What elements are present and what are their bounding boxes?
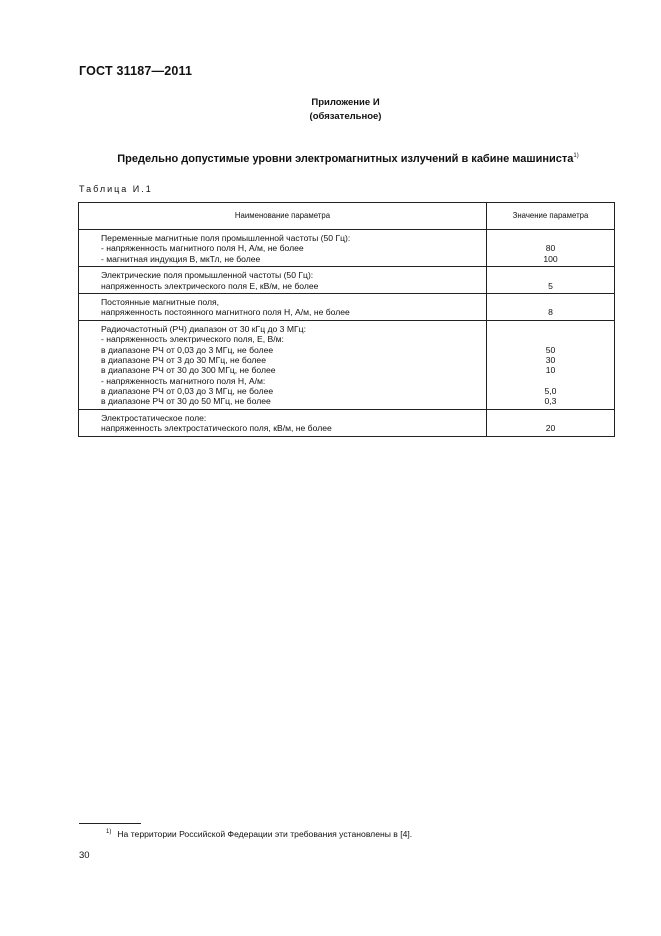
parameter-cell [79,293,487,320]
value-line [489,297,612,307]
section-title-text: Предельно допустимые уровни электромагнитных излучений в кабине машиниста [117,153,574,165]
annex-heading [0,96,661,124]
value-cell [487,267,615,294]
footnote-text: На территории Российской Федерации эти требования установлены в [4]. [117,829,413,839]
parameter-cell [79,230,487,267]
table-row [79,409,615,436]
parameter-line: Электрические поля промышленной частоты (50 Гц): [101,270,314,281]
footnote-separator [79,823,141,824]
value-line: 8 [548,307,553,318]
parameter-line: Радиочастотный (РЧ) диапазон от 30 кГц до 3 МГц: [101,323,306,334]
value-line [489,233,612,243]
table-header-row [79,203,615,230]
value-line: 5 [548,280,553,291]
value-cell [487,409,615,436]
value-line: 0,3 [544,396,557,407]
column-header-value: Значение параметра [487,203,615,230]
value-line: 30 [545,354,556,365]
footnote [106,829,412,839]
parameter-cell [79,320,487,409]
parameter-line: в диапазоне РЧ от 0,03 до 3 МГц, не более [101,386,274,397]
value-cell [487,293,615,320]
annex-title: Приложение И [311,97,380,108]
column-header-parameter: Наименование параметра [79,203,487,230]
parameter-line: - магнитная индукция В, мкТл, не более [101,253,261,264]
parameter-cell [79,409,487,436]
parameter-line: в диапазоне РЧ от 0,03 до 3 МГц, не более [101,344,274,355]
value-line: 80 [545,243,556,254]
parameter-line: в диапазоне РЧ от 30 до 50 МГц, не более [101,396,271,407]
document-code: ГОСТ 31187—2011 [79,64,193,78]
value-line: 100 [543,253,558,264]
section-title [110,153,586,165]
value-line [489,376,612,386]
table-row [79,320,615,409]
footnote-marker: 1) [573,153,579,159]
value-line [489,324,612,334]
parameter-line: в диапазоне РЧ от 30 до 300 МГц, не более [101,365,276,376]
annex-status: (обязательное) [309,111,382,122]
parameter-line: - напряженность магнитного поля Н, А/м, не более [101,243,304,254]
parameter-line: - напряженность магнитного поля Н, А/м: [101,375,266,386]
value-line: 5,0 [544,386,557,397]
table-row [79,267,615,294]
value-line [489,413,612,423]
table-caption: Таблица И.1 [79,184,153,194]
value-line [489,270,612,280]
value-line: 10 [545,365,556,376]
value-line: 50 [545,344,556,355]
value-line [489,334,612,344]
value-line: 20 [545,423,556,434]
parameter-cell [79,267,487,294]
parameter-line: Постоянные магнитные поля, [101,296,220,307]
parameter-line: Переменные магнитные поля промышленной частоты (50 Гц): [101,233,351,243]
value-cell [487,230,615,267]
parameter-line: напряженность электростатического поля, кВ/м, не более [101,423,332,434]
parameter-line: напряженность постоянного магнитного поля Н, А/м, не более [101,307,350,318]
page-number: 30 [79,850,90,861]
footnote-mark: 1) [106,829,112,835]
parameter-line: напряженность электрического поля Е, кВ/м, не более [101,280,319,291]
parameter-line: Электростатическое поле: [101,412,207,423]
table-row [79,293,615,320]
parameter-line: - напряженность электрического поля, Е, В/м: [101,334,284,345]
parameter-line: в диапазоне РЧ от 3 до 30 МГц, не более [101,354,266,365]
table-body [79,230,615,437]
limits-table [78,202,615,437]
table-row [79,230,615,267]
value-cell [487,320,615,409]
